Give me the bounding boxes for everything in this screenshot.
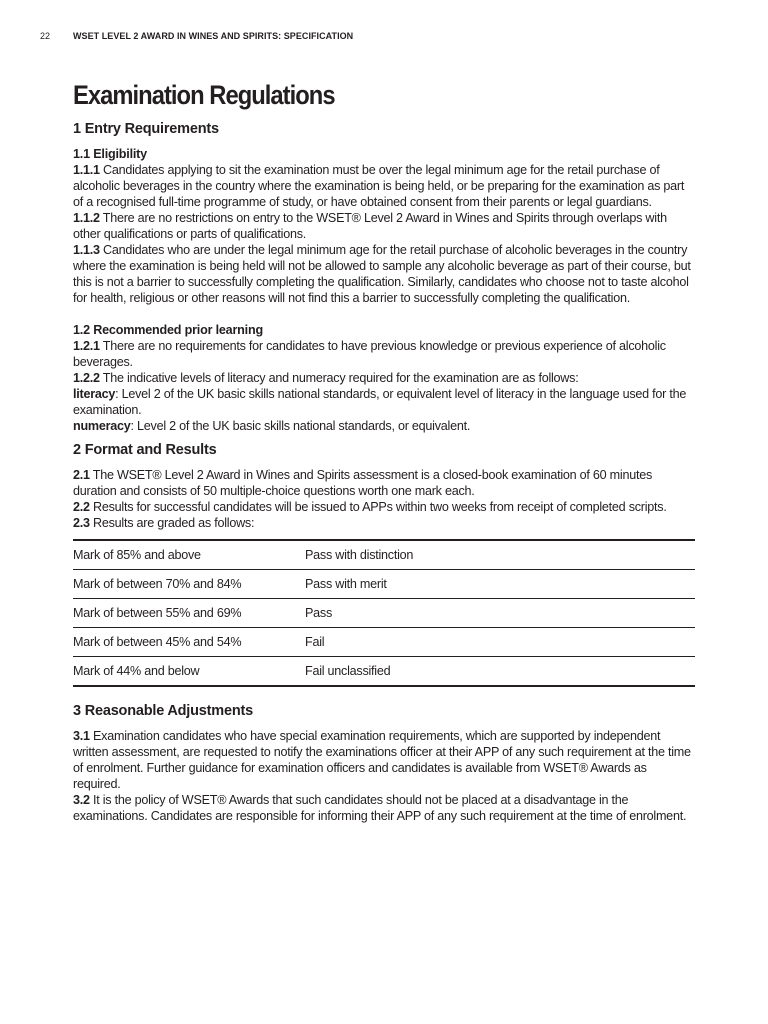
clause-text: The indicative levels of literacy and numeracy required for the examination are as follows: — [99, 371, 579, 385]
clause-text: Results for successful candidates will be issued to APPs within two weeks from receipt of completed scripts. — [89, 500, 667, 514]
term-label: literacy — [73, 387, 116, 401]
paragraph-2-3 — [73, 515, 697, 531]
paragraph-2-1 — [73, 467, 697, 499]
page-number: 22 — [40, 31, 51, 41]
clause-text: There are no requirements for candidates to have previous knowledge or previous experience of alcoholic beverages. — [73, 339, 666, 369]
result-cell: Pass with merit — [305, 570, 695, 599]
clause-number: 1.2.1 — [73, 339, 100, 353]
subsection-heading: 1.2 Recommended prior learning — [73, 323, 263, 337]
term-label: numeracy — [73, 419, 131, 433]
mark-cell: Mark of 44% and below — [73, 657, 305, 687]
section-entry-requirements — [73, 121, 697, 434]
table-row — [73, 570, 695, 599]
clause-text: Candidates applying to sit the examination must be over the legal minimum age for the retail purchase of alcoholic beverages in the country where the examination is being held, or be preparing for the examination as part of a recognised full-time programme of study, or have obtained consent from their parents or legal guardians. — [73, 163, 685, 209]
result-cell: Pass with distinction — [305, 540, 695, 570]
clause-text: It is the policy of WSET® Awards that such candidates should not be placed at a disadvantage in the examinations. Candidates are responsible for informing their APP of any such requirement at the time of enrolment. — [73, 793, 687, 823]
mark-cell: Mark of between 70% and 84% — [73, 570, 305, 599]
clause-number: 2.1 — [73, 468, 90, 482]
term-text: : Level 2 of the UK basic skills national standards, or equivalent level of literacy in the language used for the examination. — [73, 387, 687, 417]
clause-number: 3.2 — [73, 793, 90, 807]
literacy-definition — [73, 386, 697, 418]
clause-text: There are no restrictions on entry to the WSET® Level 2 Award in Wines and Spirits through overlaps with other qualifications or parts of qualifications. — [73, 211, 667, 241]
clause-number: 2.2 — [73, 500, 90, 514]
clause-number: 2.3 — [73, 516, 90, 530]
paragraph-1-1-1 — [73, 162, 697, 210]
clause-number: 1.1.1 — [73, 163, 100, 177]
result-cell: Pass — [305, 599, 695, 628]
page-title: Examination Regulations — [73, 80, 335, 110]
grading-table — [73, 539, 695, 687]
table-row — [73, 657, 695, 687]
clause-text: The WSET® Level 2 Award in Wines and Spirits assessment is a closed-book examination of 60 minutes duration and consists of 50 multiple-choice questions worth one mark each. — [73, 468, 653, 498]
section-heading: 3 Reasonable Adjustments — [73, 703, 253, 719]
section-heading: 2 Format and Results — [73, 442, 217, 458]
clause-text: Results are graded as follows: — [89, 516, 255, 530]
paragraph-3-2 — [73, 792, 697, 824]
paragraph-2-2 — [73, 499, 697, 515]
clause-number: 1.1.2 — [73, 211, 100, 225]
table-row — [73, 540, 695, 570]
clause-number: 3.1 — [73, 729, 90, 743]
clause-number: 1.1.3 — [73, 243, 100, 257]
paragraph-1-2-1 — [73, 338, 697, 370]
section-reasonable-adjustments — [73, 703, 697, 824]
document-body — [73, 80, 697, 824]
paragraph-1-2-2 — [73, 370, 697, 386]
result-cell: Fail — [305, 628, 695, 657]
section-format-and-results — [73, 442, 697, 687]
clause-number: 1.2.2 — [73, 371, 100, 385]
clause-text: Examination candidates who have special examination requirements, which are supported by independent written assessment, are requested to notify the examinations officer at their APP of any such requirement at the time of enrolment. Further guidance for examination officers and candidates is available from WSET® Awards as required. — [73, 729, 691, 791]
table-row — [73, 599, 695, 628]
subsection-heading: 1.1 Eligibility — [73, 147, 147, 161]
mark-cell: Mark of between 45% and 54% — [73, 628, 305, 657]
table-row — [73, 628, 695, 657]
numeracy-definition — [73, 418, 697, 434]
section-heading: 1 Entry Requirements — [73, 121, 219, 137]
mark-cell: Mark of between 55% and 69% — [73, 599, 305, 628]
mark-cell: Mark of 85% and above — [73, 540, 305, 570]
paragraph-1-1-3 — [73, 242, 697, 306]
paragraph-1-1-2 — [73, 210, 697, 242]
result-cell: Fail unclassified — [305, 657, 695, 687]
clause-text: Candidates who are under the legal minimum age for the retail purchase of alcoholic beverages in the country where the examination is being held will not be allowed to sample any alcoholic beverage as part of their course, but this is not a barrier to successfully completing the qualification. Similarly, candidates who choose not to taste alcohol for health, religious or other reasons will not find this a barrier to successfully completing the qualification. — [73, 243, 691, 305]
running-header: WSET LEVEL 2 AWARD IN WINES AND SPIRITS: SPECIFICATION — [73, 31, 354, 41]
paragraph-3-1 — [73, 728, 697, 792]
term-text: : Level 2 of the UK basic skills national standards, or equivalent. — [130, 419, 471, 433]
